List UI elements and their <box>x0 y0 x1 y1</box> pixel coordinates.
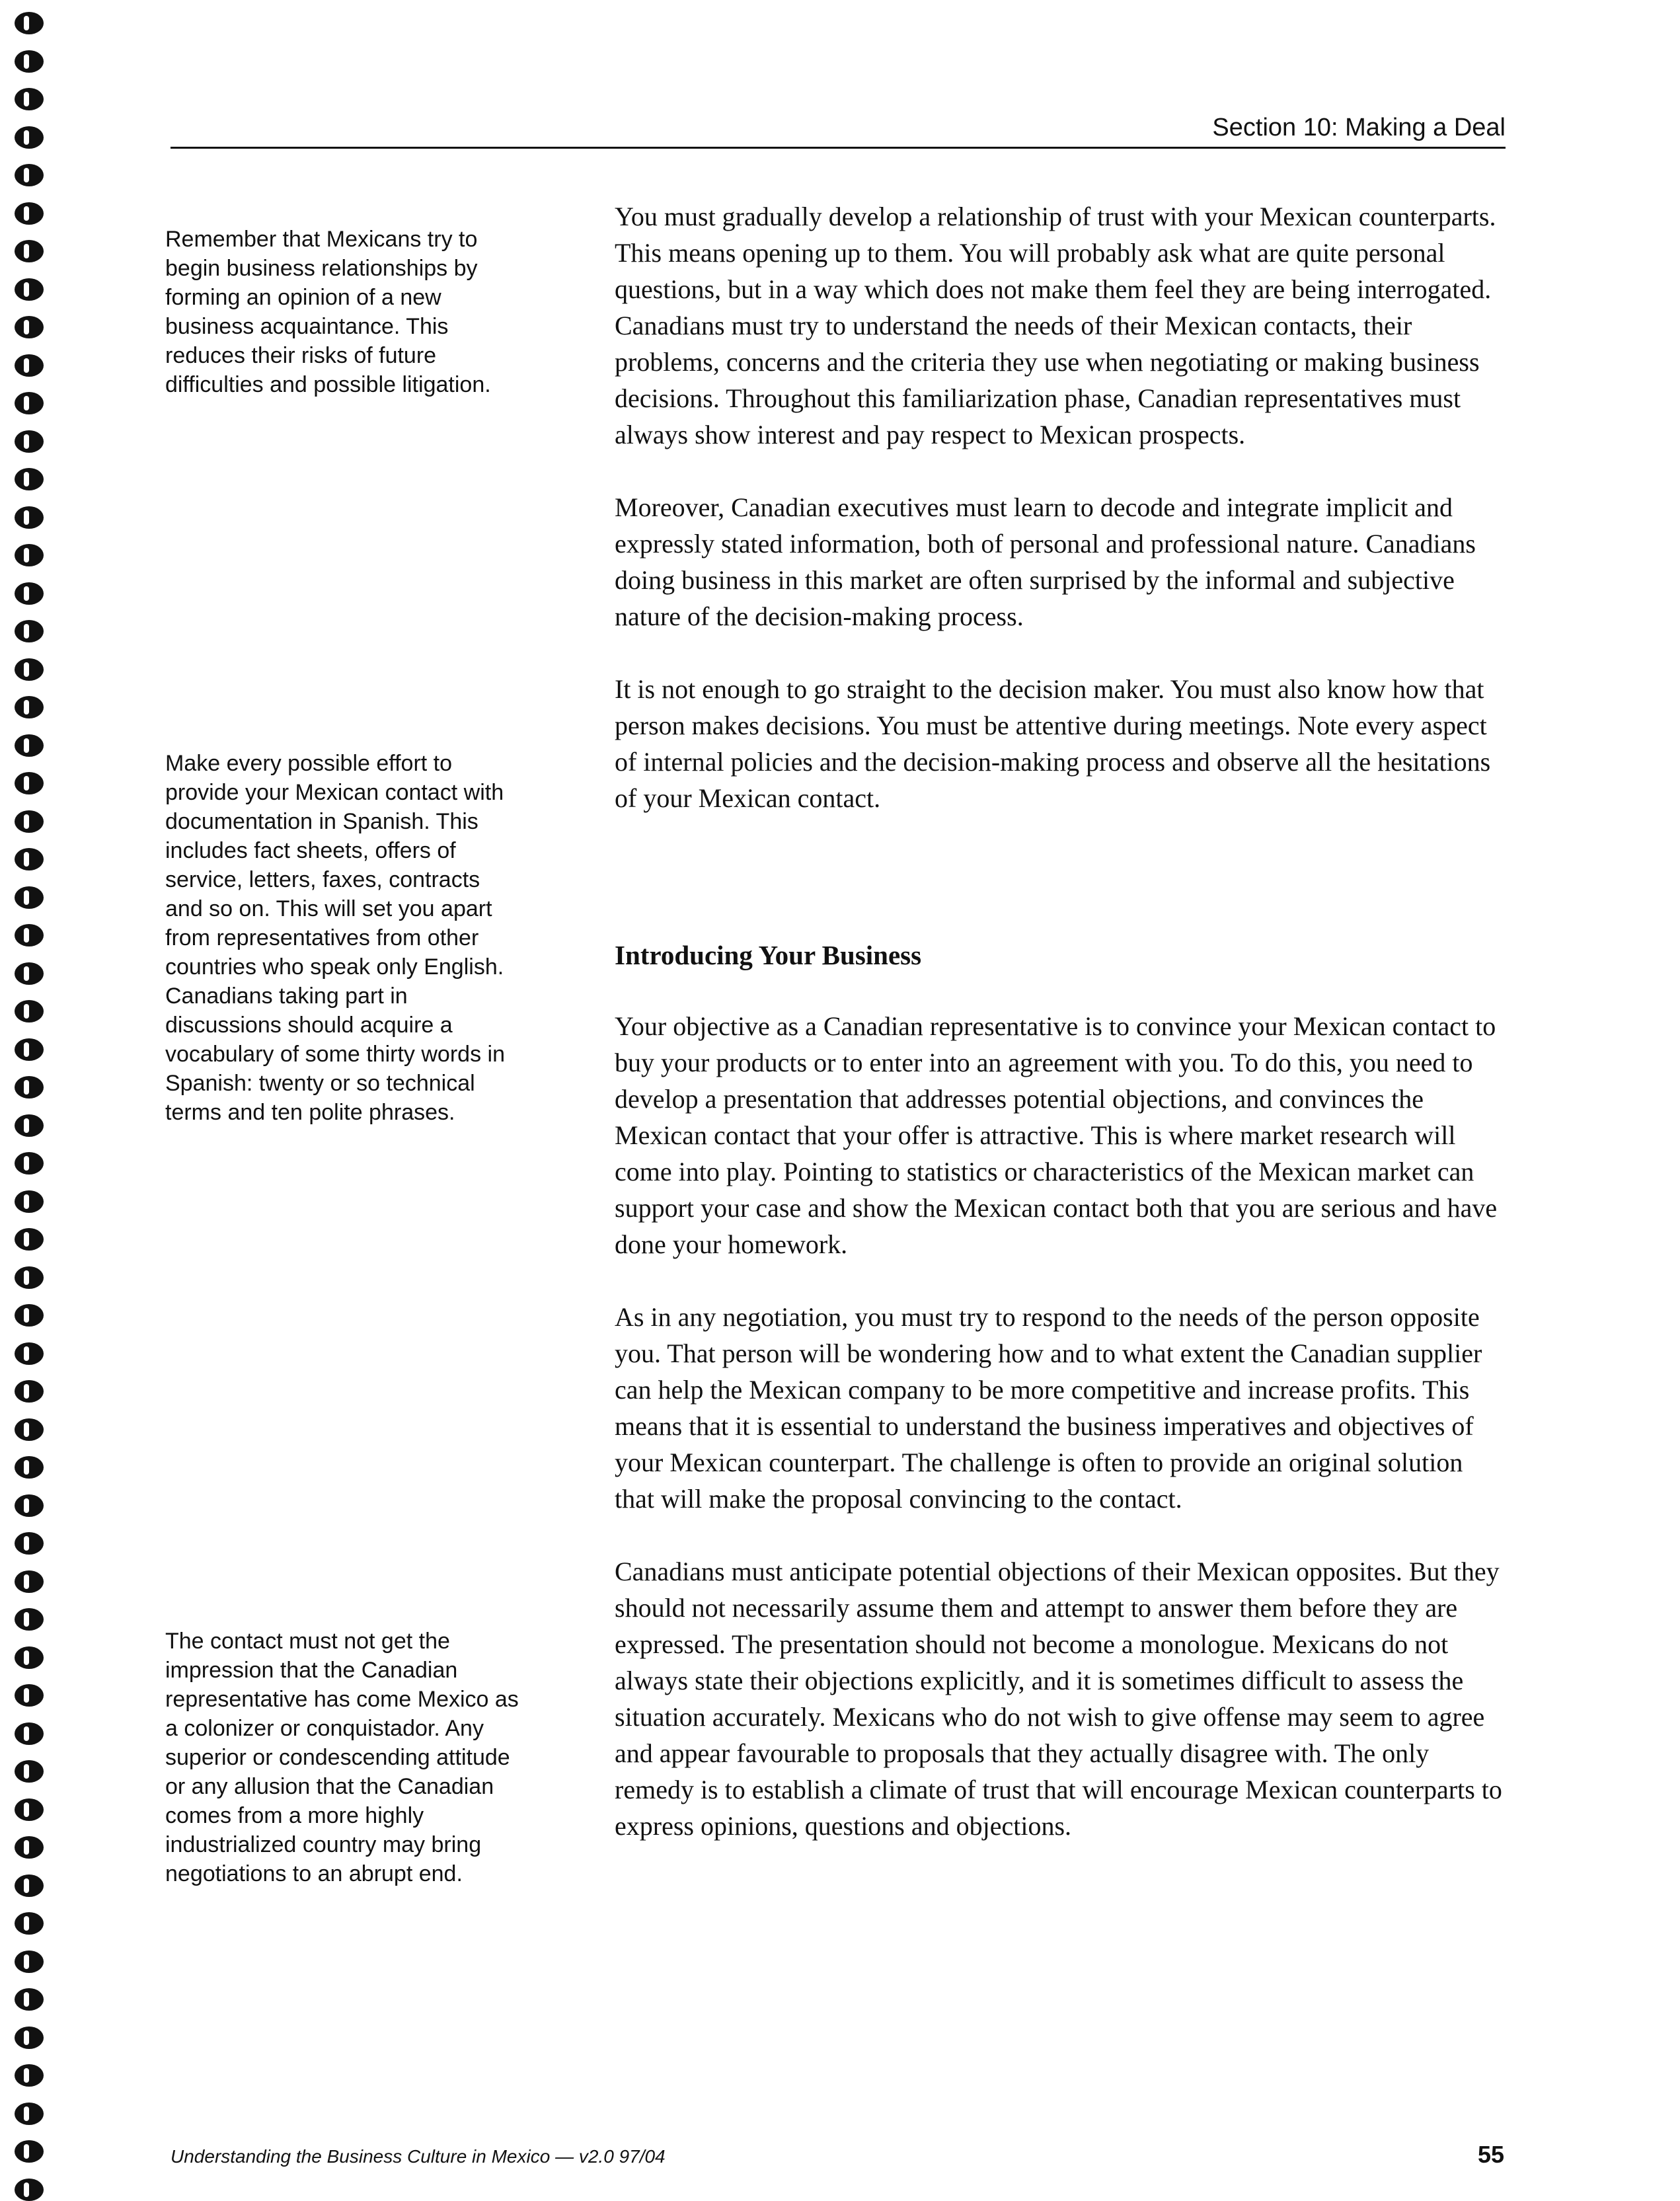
binder-hole <box>15 772 44 794</box>
binder-hole <box>15 658 44 681</box>
binder-hole <box>15 544 44 566</box>
binder-hole <box>15 1304 44 1327</box>
sidebar-note-2: Make every possible effort to provide your Mexican contact with documentation in Spanish. This includes fact sheets, offers of service, letters, faxes, contracts and so on. This will set you apart from representatives from other countries who speak only English. Canadians taking part in discussions should acquire a vocabulary of some thirty words in Spanish: twenty or so technical terms and ten polite phrases. <box>165 751 505 1125</box>
binder-hole <box>15 2064 44 2087</box>
binder-holes <box>15 0 48 2198</box>
binder-hole <box>15 1760 44 1783</box>
binder-hole <box>15 1722 44 1745</box>
binder-hole <box>15 1152 44 1175</box>
binder-hole <box>15 468 44 490</box>
binder-hole <box>15 126 44 149</box>
binder-hole <box>15 50 44 73</box>
binder-hole <box>15 810 44 833</box>
binder-hole <box>15 1988 44 2011</box>
binder-hole <box>15 1912 44 1935</box>
binder-hole <box>15 316 44 338</box>
body-text-top <box>615 198 1508 816</box>
binder-hole <box>15 1874 44 1897</box>
binder-hole <box>15 2140 44 2163</box>
binder-hole <box>15 2103 44 2125</box>
section-title: Section 10: Making a Deal <box>1212 114 1506 141</box>
page-header <box>171 112 1506 149</box>
binder-hole <box>15 1950 44 1973</box>
binder-hole <box>15 1076 44 1099</box>
binder-hole <box>15 278 44 301</box>
binder-hole <box>15 1380 44 1403</box>
binder-hole <box>15 1038 44 1061</box>
binder-hole <box>15 202 44 225</box>
binder-hole <box>15 1532 44 1555</box>
binder-hole <box>15 1608 44 1631</box>
body-paragraph: Canadians must anticipate potential objections of their Mexican opposites. But they should not necessarily assume them and attempt to answer them before they are expressed. The presentation should not become a monologue. Mexicans do not always state their objections explicitly, and it is sometimes difficult to assess the situation accurately. Mexicans who do not wish to give offense may seem to agree and appear favourable to proposals that they actually disagree with. The only remedy is to establish a climate of trust that will encourage Mexican counterparts to express opinions, questions and objections. <box>615 1557 1502 1841</box>
binder-hole <box>15 886 44 909</box>
body-paragraph: You must gradually develop a relationship of trust with your Mexican counterparts. This means opening up to them. You will probably ask what are quite personal questions, but in a way which does not make them feel they are being interrogated. Canadians must try to understand the needs of their Mexican contacts, their problems, concerns and the criteria they use when negotiating or making business decisions. Throughout this familiarization phase, Canadian representatives must always show interest and pay respect to Mexican prospects. <box>615 202 1496 449</box>
binder-hole <box>15 1570 44 1593</box>
binder-hole <box>15 924 44 946</box>
section-heading: Introducing Your Business <box>615 940 922 970</box>
binder-hole <box>15 1000 44 1023</box>
binder-hole <box>15 2027 44 2049</box>
binder-hole <box>15 1494 44 1517</box>
binder-hole <box>15 848 44 870</box>
binder-hole <box>15 1646 44 1669</box>
binder-hole <box>15 582 44 605</box>
footer-document-title: Understanding the Business Culture in Mexico — v2.0 97/04 <box>171 2146 666 2167</box>
binder-hole <box>15 1342 44 1365</box>
binder-hole <box>15 1114 44 1137</box>
body-paragraph: Your objective as a Canadian representative is to convince your Mexican contact to buy your products or to enter into an agreement with you. To do this, you need to develop a presentation that addresses potential objections, and convinces the Mexican contact that your offer is attractive. This is where market research will come into play. Pointing to statistics or characteristics of the Mexican market can support your case and show the Mexican contact both that you are serious and have done your homework. <box>615 1011 1498 1259</box>
binder-hole <box>15 734 44 757</box>
binder-hole <box>15 1798 44 1821</box>
binder-hole <box>15 430 44 453</box>
binder-hole <box>15 1418 44 1441</box>
binder-hole <box>15 506 44 529</box>
sidebar-note-1: Remember that Mexicans try to begin business relationships by forming an opinion of a new business acquaintance. This reduces their risks of future difficulties and possible litigation. <box>165 227 491 397</box>
sidebar-note-3: The contact must not get the impression that the Canadian representative has come Mexico as a colonizer or conquistador. Any superior or condescending attitude or any allusion that the Canadian comes from a more highly industrialized country may bring negotiations to an abrupt end. <box>165 1629 519 1886</box>
binder-hole <box>15 1684 44 1707</box>
body-paragraph: It is not enough to go straight to the decision maker. You must also know how that person makes decisions. You must be attentive during meetings. Note every aspect of internal policies and the decision-making process and observe all the hesitations of your Mexican contact. <box>615 674 1491 813</box>
binder-hole <box>15 392 44 414</box>
binder-hole <box>15 620 44 642</box>
binder-hole <box>15 962 44 985</box>
binder-hole <box>15 1228 44 1251</box>
binder-hole <box>15 12 44 34</box>
binder-hole <box>15 1456 44 1479</box>
binder-hole <box>15 88 44 110</box>
binder-hole <box>15 354 44 377</box>
binder-hole <box>15 696 44 718</box>
body-paragraph: Moreover, Canadian executives must learn to decode and integrate implicit and expressly stated information, both of personal and professional nature. Canadians doing business in this market are often surprised by the informal and subjective nature of the decision-making process. <box>615 492 1476 631</box>
body-text-bottom <box>615 1008 1508 1844</box>
binder-hole <box>15 164 44 186</box>
binder-hole <box>15 1190 44 1213</box>
page-number: 55 <box>1478 2141 1505 2168</box>
binder-hole <box>15 2179 44 2201</box>
binder-hole <box>15 1836 44 1859</box>
body-paragraph: As in any negotiation, you must try to respond to the needs of the person opposite you. That person will be wondering how and to what extent the Canadian supplier can help the Mexican company to be more competitive and increase profits. This means that it is essential to understand the business imperatives and objectives of your Mexican counterpart. The challenge is often to provide an original solution that will make the proposal convincing to the contact. <box>615 1302 1482 1514</box>
binder-hole <box>15 240 44 262</box>
binder-hole <box>15 1266 44 1289</box>
